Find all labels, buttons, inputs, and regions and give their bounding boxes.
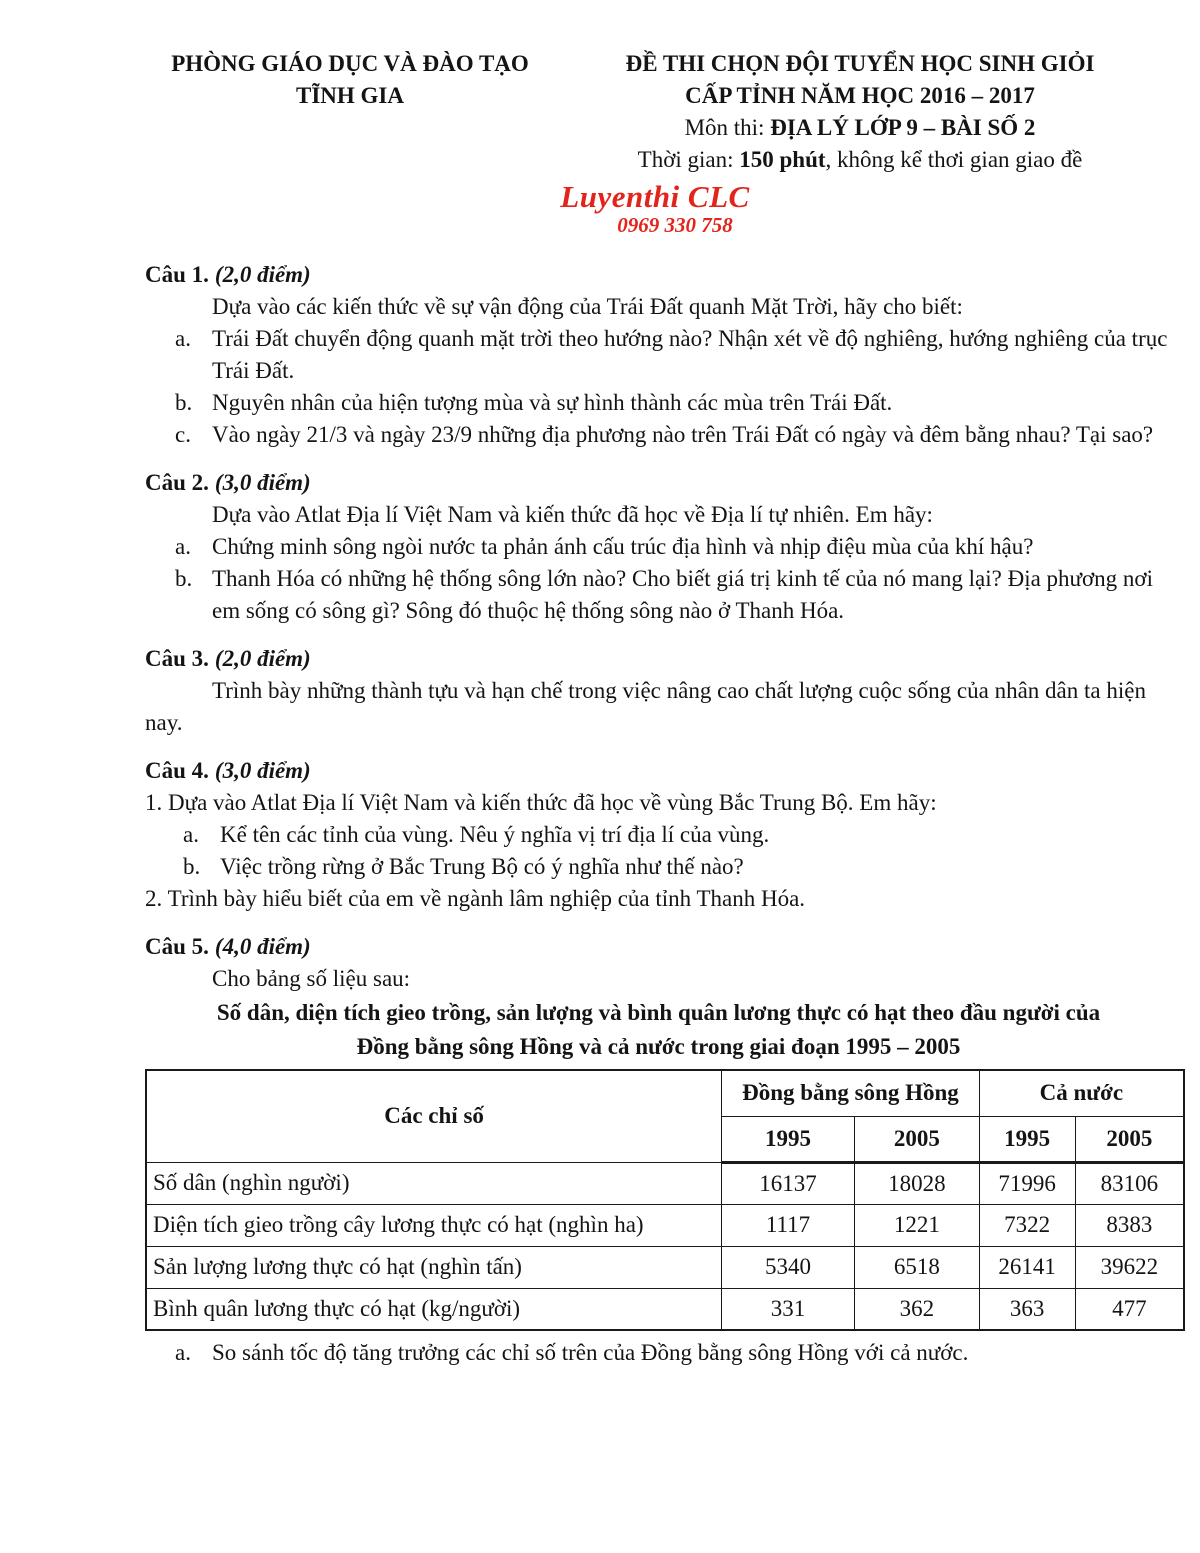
section-points: (2,0 điểm) [214,262,311,287]
section-cau3 [145,643,1172,739]
table-row [146,1162,1184,1204]
table-header-year: 1995 [722,1116,855,1162]
table-row [146,1204,1184,1246]
item-marker: b. [175,390,193,415]
row-label: Số dân (nghìn người) [146,1162,722,1204]
section-points: (4,0 điểm) [214,934,311,959]
table-header-group2: Cả nước [979,1070,1184,1116]
authority-name: PHÒNG GIÁO DỤC VÀ ĐÀO TẠO [171,51,529,76]
time-value: 150 phút [739,147,826,172]
exam-subject-line [560,112,1160,144]
item-marker: c. [175,422,191,447]
item-text: Chứng minh sông ngòi nước ta phản ánh cấu trúc địa hình và nhịp điệu mùa của khí hậu? [212,534,1034,559]
section-number: Câu 2. [145,470,209,495]
cell-value: 477 [1075,1288,1184,1330]
exam-body [145,259,1172,1369]
table-title-line1: Số dân, diện tích gieo trồng, sản lượng và bình quân lương thực có hạt theo đầu người của [216,1000,1101,1025]
section-points: (3,0 điểm) [214,758,311,783]
item-marker: a. [183,822,199,847]
cell-value: 83106 [1075,1162,1184,1204]
exam-title-line2: CẤP TỈNH NĂM HỌC 2016 – 2017 [685,83,1035,108]
section-cau1 [145,259,1172,451]
item-marker: a. [175,326,191,351]
section-cau2 [145,467,1172,627]
table-header-year: 1995 [979,1116,1075,1162]
cell-value: 16137 [722,1162,855,1204]
section-number: Câu 4. [145,758,209,783]
numbered-line-2: 2. Trình bày hiểu biết của em về ngành lâm nghiệp của tỉnh Thanh Hóa. [145,886,806,911]
section-number: Câu 3. [145,646,209,671]
item-text: Trái Đất chuyển động quanh mặt trời theo hướng nào? Nhận xét về độ nghiêng, hướng nghiêng của trục Trái Đất. [212,326,1168,383]
question-item [145,1337,1172,1369]
section-heading [145,755,1172,787]
table-group-header-row [146,1070,1184,1116]
table-title-line2: Đồng bằng sông Hồng và cả nước trong giai đoạn 1995 – 2005 [356,1034,961,1059]
item-text: So sánh tốc độ tăng trưởng các chỉ số trên của Đồng bằng sông Hồng với cả nước. [212,1340,969,1365]
table-header-year: 2005 [1075,1116,1184,1162]
section-number: Câu 5. [145,934,209,959]
time-label: Thời gian: [637,147,740,172]
question-item [145,531,1172,563]
item-text: Việc trồng rừng ở Bắc Trung Bộ có ý nghĩa như thế nào? [220,854,744,879]
question-item [145,323,1172,387]
logo-phone-number: 0969 330 758 [617,213,733,237]
item-text: Vào ngày 21/3 và ngày 23/9 những địa phương nào trên Trái Đất có ngày và đêm bằng nhau? Tại sao? [212,422,1154,447]
question-item [145,563,1172,627]
cell-value: 331 [722,1288,855,1330]
authority-district: TĨNH GIA [296,83,404,108]
document-header [0,0,1200,176]
cell-value: 39622 [1075,1246,1184,1288]
question-item [145,851,1172,883]
table-header-group1: Đồng bằng sông Hồng [722,1070,980,1116]
logo-brand-text: Luyenthi CLC [560,179,750,214]
item-marker: a. [175,1340,191,1365]
row-label: Bình quân lương thực có hạt (kg/người) [146,1288,722,1330]
row-label: Diện tích gieo trồng cây lương thực có hạt (nghìn ha) [146,1204,722,1246]
table-row [146,1288,1184,1330]
table-header-year: 2005 [854,1116,979,1162]
section-heading [145,467,1172,499]
section-heading [145,931,1172,963]
cell-value: 18028 [854,1162,979,1204]
exam-time-line [560,144,1160,176]
question-item [145,387,1172,419]
subject-value: ĐỊA LÝ LỚP 9 – BÀI SỐ 2 [770,115,1036,140]
watermark-logo [110,180,1200,237]
row-label: Sản lượng lương thực có hạt (nghìn tấn) [146,1246,722,1288]
item-text: Kể tên các tỉnh của vùng. Nêu ý nghĩa vị trí địa lí của vùng. [220,822,770,847]
cell-value: 362 [854,1288,979,1330]
section-points: (3,0 điểm) [214,470,311,495]
item-text: Thanh Hóa có những hệ thống sông lớn nào? Cho biết giá trị kinh tế của nó mang lại? Địa phương nơi em sống có sông gì? Sông đó thuộc hệ thống sông nào ở Thanh Hóa. [212,566,1153,623]
cell-value: 1221 [854,1204,979,1246]
section-body: Trình bày những thành tựu và hạn chế trong việc nâng cao chất lượng cuộc sống của nhân dân ta hiện nay. [145,678,1146,735]
question-item [145,419,1172,451]
cell-value: 71996 [979,1162,1075,1204]
section-intro: Dựa vào Atlat Địa lí Việt Nam và kiến thức đã học về Địa lí tự nhiên. Em hãy: [212,502,933,527]
item-marker: b. [175,566,193,591]
item-text: Nguyên nhân của hiện tượng mùa và sự hình thành các mùa trên Trái Đất. [212,390,893,415]
cell-value: 1117 [722,1204,855,1246]
section-intro: Dựa vào các kiến thức về sự vận động của Trái Đất quanh Mặt Trời, hãy cho biết: [212,294,963,319]
item-marker: a. [175,534,191,559]
exam-title-block [560,48,1160,176]
question-item [145,819,1172,851]
time-suffix: , không kể thơi gian giao đề [825,147,1083,172]
subject-label: Môn thi: [684,115,771,140]
issuing-authority [140,48,560,176]
cell-value: 6518 [854,1246,979,1288]
item-marker: b. [183,854,201,879]
section-cau5 [145,931,1172,1369]
table-header-indicators: Các chỉ số [146,1070,722,1162]
section-heading [145,259,1172,291]
section-points: (2,0 điểm) [214,646,311,671]
section-number: Câu 1. [145,262,209,287]
cell-value: 363 [979,1288,1075,1330]
statistics-table [145,1069,1185,1331]
section-intro: Cho bảng số liệu sau: [212,966,411,991]
cell-value: 5340 [722,1246,855,1288]
cell-value: 7322 [979,1204,1075,1246]
exam-title-line1: ĐỀ THI CHỌN ĐỘI TUYỂN HỌC SINH GIỎI [625,51,1095,76]
cell-value: 8383 [1075,1204,1184,1246]
numbered-line-1: 1. Dựa vào Atlat Địa lí Việt Nam và kiến thức đã học về vùng Bắc Trung Bộ. Em hãy: [145,790,937,815]
cell-value: 26141 [979,1246,1075,1288]
section-heading [145,643,1172,675]
table-row [146,1246,1184,1288]
section-cau4 [145,755,1172,915]
